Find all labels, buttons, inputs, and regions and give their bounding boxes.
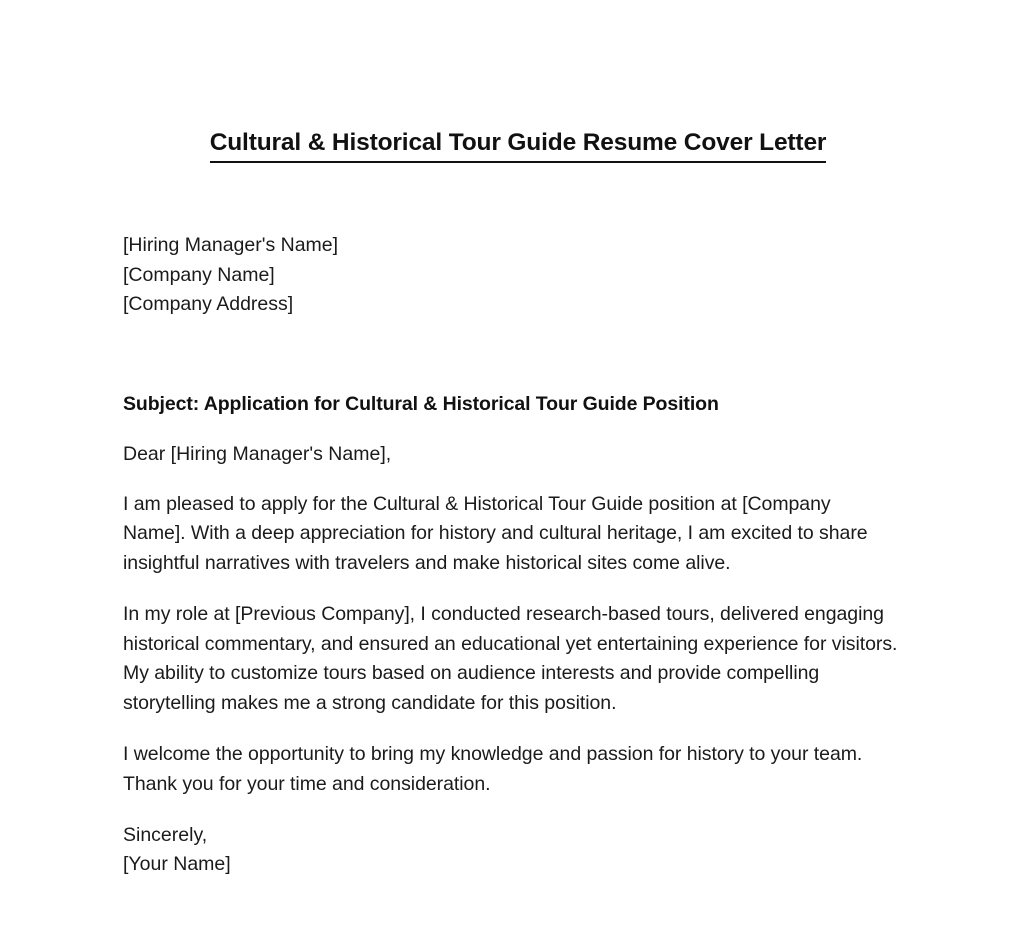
body-paragraph-1: I am pleased to apply for the Cultural & Historical Tour Guide position at [Company Name]. With a deep appreciation for history and cultural heritage, I am excited to share insightful narratives with travelers and make historical sites come alive. <box>123 492 868 575</box>
signature-line: [Your Name] <box>123 853 231 876</box>
recipient-address-line: [Company Address] <box>123 293 294 315</box>
subject-line: Subject: Application for Cultural & Historical Tour Guide Position <box>123 392 719 415</box>
recipient-name-line: [Hiring Manager's Name] <box>123 234 339 256</box>
document-body <box>123 0 913 880</box>
body-paragraph-2: In my role at [Previous Company], I conducted research-based tours, delivered engaging historical commentary, and ensured an educational yet entertaining experience for visitors. My ability to customize tours based on audience interests and provide compelling storytelling makes me a strong candidate for this position. <box>123 602 898 715</box>
page-title <box>123 0 913 163</box>
valediction-line: Sincerely, <box>123 823 208 846</box>
closing-block <box>123 821 913 880</box>
body-paragraph-3: I welcome the opportunity to bring my knowledge and passion for history to your team. Thank you for your time and consideration. <box>123 743 863 795</box>
salutation-line: Dear [Hiring Manager's Name], <box>123 442 392 465</box>
recipient-address-block <box>123 231 913 320</box>
recipient-company-line: [Company Name] <box>123 263 275 286</box>
page-title-text: Cultural & Historical Tour Guide Resume Cover Letter <box>210 128 827 163</box>
